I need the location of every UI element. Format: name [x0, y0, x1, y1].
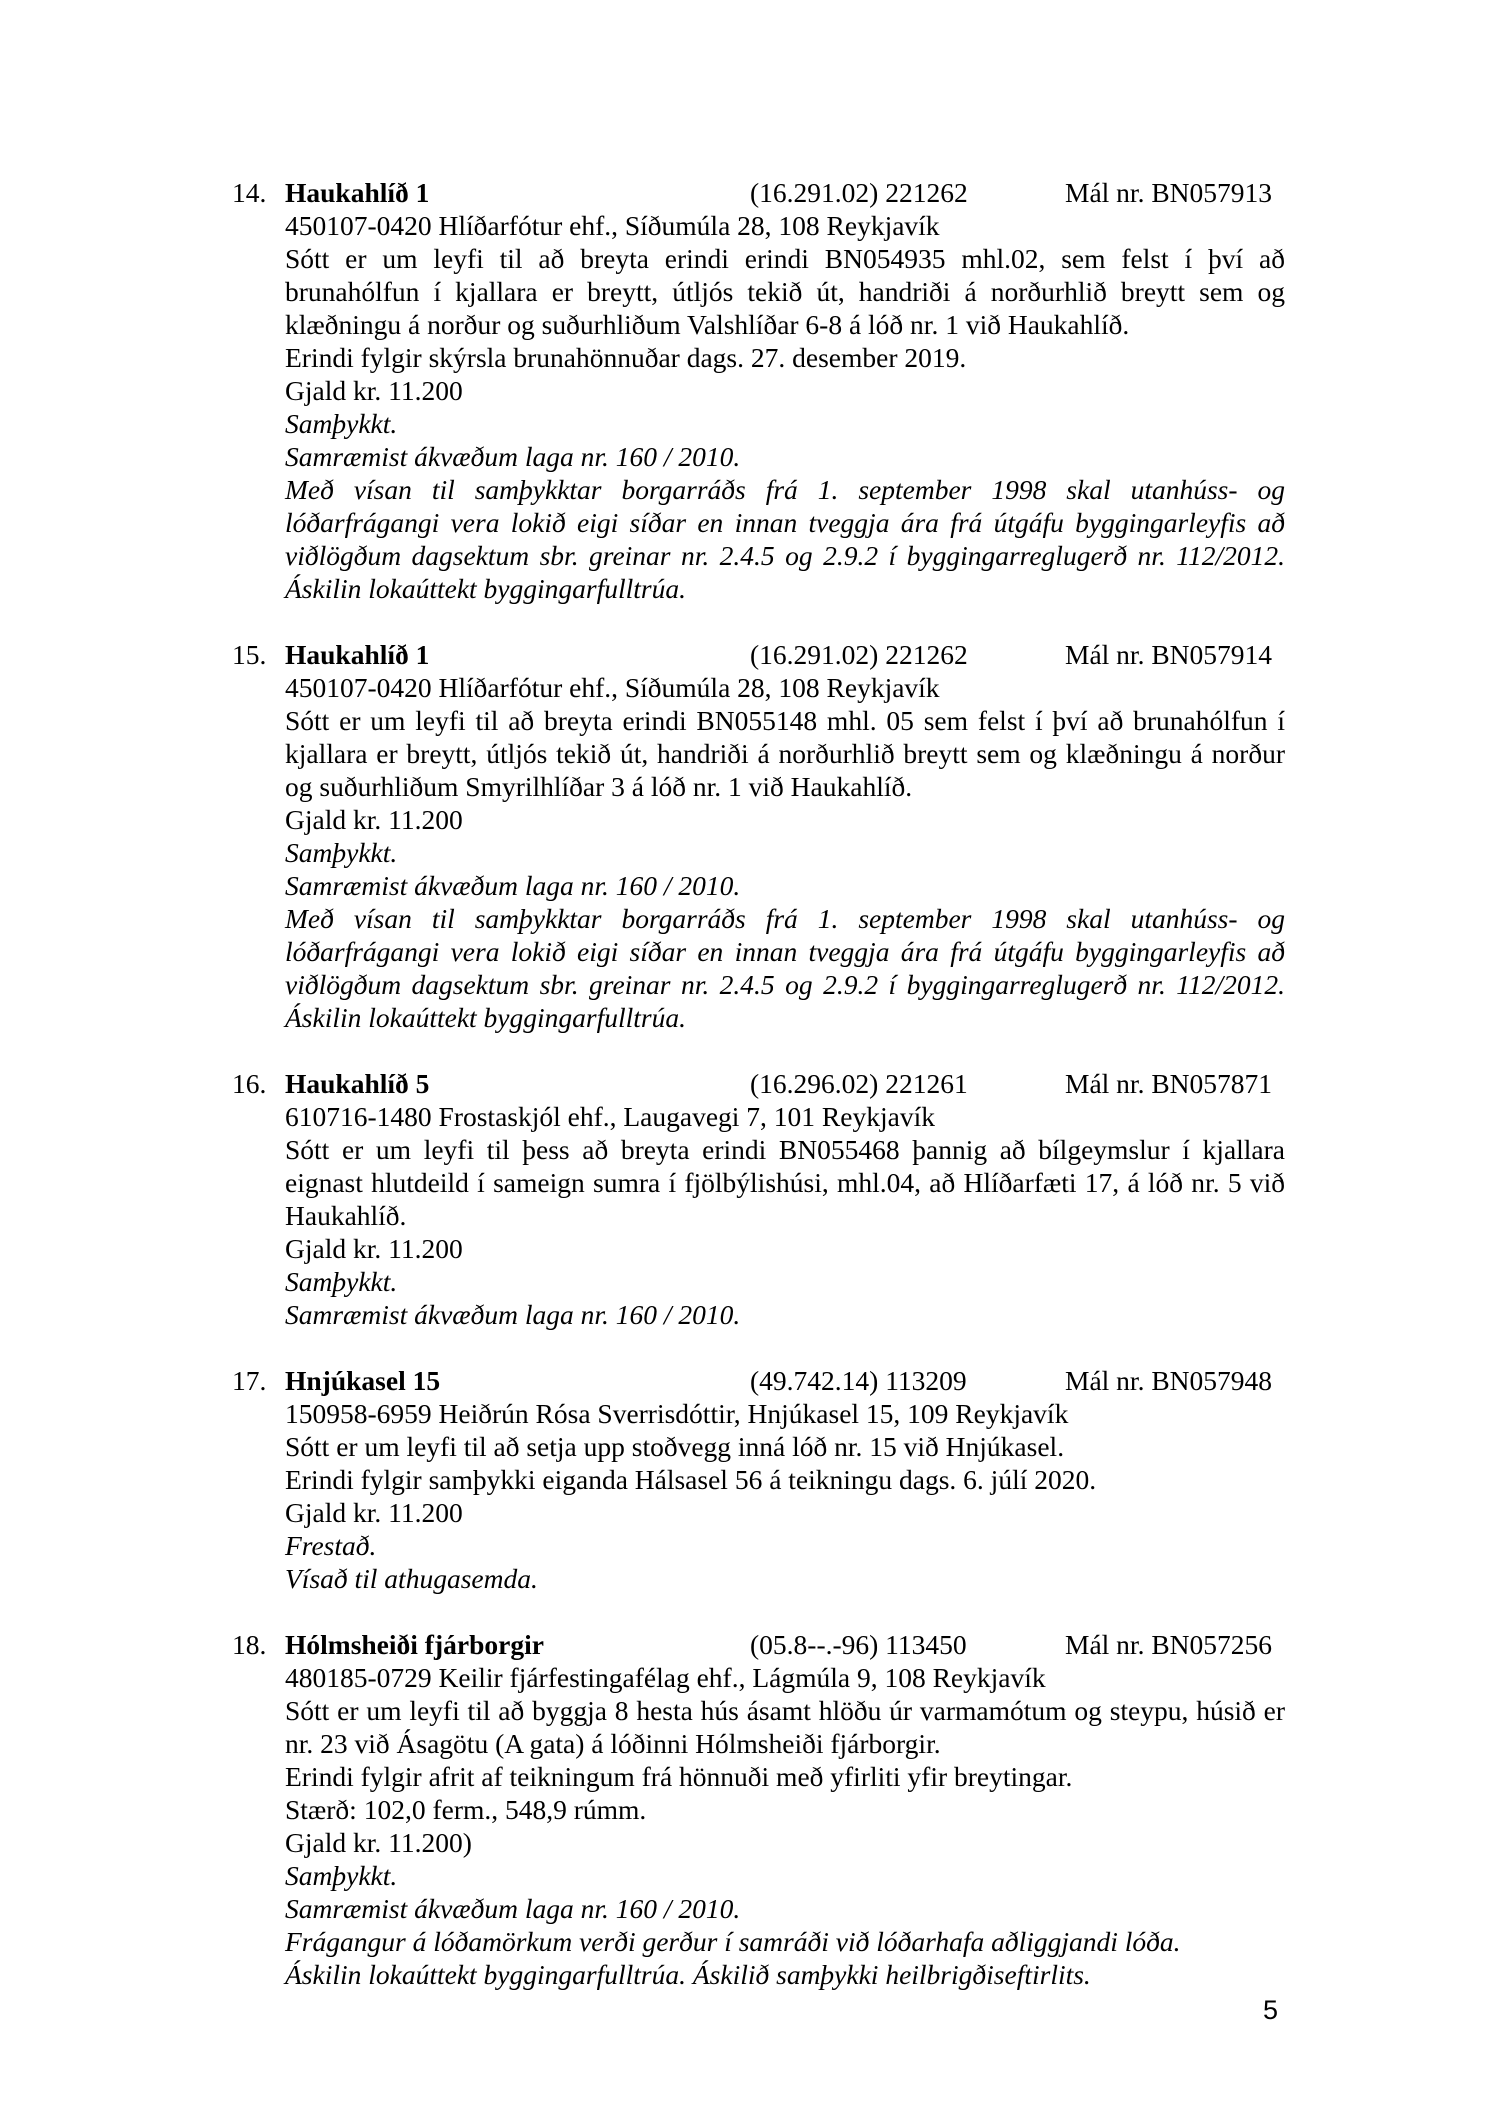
item-address: Hnjúkasel 15: [285, 1365, 441, 1396]
item-address: Haukahlíð 1: [285, 639, 430, 670]
description-text: Sótt er um leyfi til að breyta erindi erindi BN054935 mhl.02, sem felst í því að brunahólfun í kjallara er breytt, útljós tekið út, handriði á norðurhlið breytt sem og klæðningu á norður og suðurhliðum Valshlíðar 6-8 á lóð nr. 1 við Haukahlíð.: [285, 243, 1285, 340]
case-item-header: [232, 1364, 1285, 1397]
decision-text: Með vísan til samþykktar borgarráðs frá 1. september 1998 skal utanhúss- og lóðarfrágangi vera lokið eigi síðar en innan tveggja ára frá útgáfu byggingarleyfis að viðlögðum dagsektum sbr. greinar nr. 2.4.5 og 2.9.2 í byggingarreglugerð nr. 112/2012. Áskilin lokaúttekt byggingarfulltrúa.: [285, 903, 1285, 1033]
item-case-number: Mál nr. BN057256: [1065, 1629, 1273, 1660]
case-item-header: [232, 176, 1285, 209]
item-reference: (16.291.02) 221262: [750, 177, 968, 208]
description-text: Sótt er um leyfi til að setja upp stoðvegg inná lóð nr. 15 við Hnjúkasel.: [285, 1431, 1065, 1462]
decision-text: Samræmist ákvæðum laga nr. 160 / 2010.: [285, 1299, 741, 1330]
item-case-number: Mál nr. BN057948: [1065, 1365, 1273, 1396]
case-item-header: [232, 1067, 1285, 1100]
item-reference: (16.296.02) 221261: [750, 1068, 968, 1099]
item-paragraphs: [285, 704, 1285, 1034]
item-owner: 480185-0729 Keilir fjárfestingafélag ehf., Lágmúla 9, 108 Reykjavík: [285, 1662, 1046, 1693]
item-paragraphs: [285, 242, 1285, 605]
description-text: Gjald kr. 11.200: [285, 1233, 463, 1264]
decision-text: Samræmist ákvæðum laga nr. 160 / 2010.: [285, 1893, 741, 1924]
case-item: [232, 176, 1285, 605]
decision-text: Með vísan til samþykktar borgarráðs frá 1. september 1998 skal utanhúss- og lóðarfrágangi vera lokið eigi síðar en innan tveggja ára frá útgáfu byggingarleyfis að viðlögðum dagsektum sbr. greinar nr. 2.4.5 og 2.9.2 í byggingarreglugerð nr. 112/2012. Áskilin lokaúttekt byggingarfulltrúa.: [285, 474, 1285, 604]
item-number: 14.: [232, 177, 267, 208]
item-paragraphs: [285, 1430, 1285, 1595]
item-owner: 610716-1480 Frostaskjól ehf., Laugavegi 7, 101 Reykjavík: [285, 1101, 935, 1132]
description-text: Stærð: 102,0 ferm., 548,9 rúmm.: [285, 1794, 647, 1825]
page-number: 5: [1262, 1995, 1278, 2025]
item-address: Hólmsheiði fjárborgir: [285, 1629, 544, 1660]
decision-text: Samræmist ákvæðum laga nr. 160 / 2010.: [285, 441, 741, 472]
description-text: Gjald kr. 11.200: [285, 375, 463, 406]
case-item: [232, 1067, 1285, 1331]
case-item-header: [232, 638, 1285, 671]
item-address: Haukahlíð 1: [285, 177, 430, 208]
item-number: 18.: [232, 1629, 267, 1660]
description-text: Gjald kr. 11.200): [285, 1827, 472, 1858]
decision-text: Frestað.: [285, 1530, 377, 1561]
case-list: [0, 176, 1500, 2024]
description-text: Sótt er um leyfi til að breyta erindi BN055148 mhl. 05 sem felst í því að brunahólfun í kjallara er breytt, útljós tekið út, handriði á norðurhlið breytt sem og klæðningu á norður og suðurhliðum Smyrilhlíðar 3 á lóð nr. 1 við Haukahlíð.: [285, 705, 1285, 802]
description-text: Erindi fylgir skýrsla brunahönnuðar dags. 27. desember 2019.: [285, 342, 967, 373]
description-text: Erindi fylgir afrit af teikningum frá hönnuði með yfirliti yfir breytingar.: [285, 1761, 1073, 1792]
item-paragraphs: [285, 1133, 1285, 1331]
item-paragraphs: [285, 1694, 1285, 1991]
item-owner: 450107-0420 Hlíðarfótur ehf., Síðumúla 28, 108 Reykjavík: [285, 210, 940, 241]
decision-text: Samþykkt.: [285, 1860, 398, 1891]
decision-text: Áskilin lokaúttekt byggingarfulltrúa. Áskilið samþykki heilbrigðiseftirlits.: [285, 1959, 1091, 1990]
item-number: 17.: [232, 1365, 267, 1396]
item-case-number: Mál nr. BN057914: [1065, 639, 1273, 670]
item-owner: 150958-6959 Heiðrún Rósa Sverrisdóttir, Hnjúkasel 15, 109 Reykjavík: [285, 1398, 1069, 1429]
decision-text: Frágangur á lóðamörkum verði gerður í samráði við lóðarhafa aðliggjandi lóða.: [285, 1926, 1181, 1957]
decision-text: Samþykkt.: [285, 837, 398, 868]
item-number: 15.: [232, 639, 267, 670]
case-item-header: [232, 1628, 1285, 1661]
decision-text: Samþykkt.: [285, 1266, 398, 1297]
item-reference: (49.742.14) 113209: [750, 1365, 967, 1396]
case-item: [232, 638, 1285, 1034]
item-reference: (16.291.02) 221262: [750, 639, 968, 670]
description-text: Gjald kr. 11.200: [285, 1497, 463, 1528]
item-case-number: Mál nr. BN057913: [1065, 177, 1273, 208]
item-case-number: Mál nr. BN057871: [1065, 1068, 1273, 1099]
item-address: Haukahlíð 5: [285, 1068, 430, 1099]
decision-text: Samræmist ákvæðum laga nr. 160 / 2010.: [285, 870, 741, 901]
description-text: Sótt er um leyfi til þess að breyta erindi BN055468 þannig að bílgeymslur í kjallara eignast hlutdeild í sameign sumra í fjölbýlishúsi, mhl.04, að Hlíðarfæti 17, á lóð nr. 5 við Haukahlíð.: [285, 1134, 1285, 1231]
description-text: Sótt er um leyfi til að byggja 8 hesta hús ásamt hlöðu úr varmamótum og steypu, húsið er nr. 23 við Ásagötu (A gata) á lóðinni Hólmsheiði fjárborgir.: [285, 1695, 1285, 1759]
description-text: Erindi fylgir samþykki eiganda Hálsasel 56 á teikningu dags. 6. júlí 2020.: [285, 1464, 1097, 1495]
item-number: 16.: [232, 1068, 267, 1099]
item-reference: (05.8--.-96) 113450: [750, 1629, 967, 1660]
case-item: [232, 1364, 1285, 1595]
item-owner: 450107-0420 Hlíðarfótur ehf., Síðumúla 28, 108 Reykjavík: [285, 672, 940, 703]
decision-text: Vísað til athugasemda.: [285, 1563, 538, 1594]
decision-text: Samþykkt.: [285, 408, 398, 439]
description-text: Gjald kr. 11.200: [285, 804, 463, 835]
case-item: [232, 1628, 1285, 1991]
